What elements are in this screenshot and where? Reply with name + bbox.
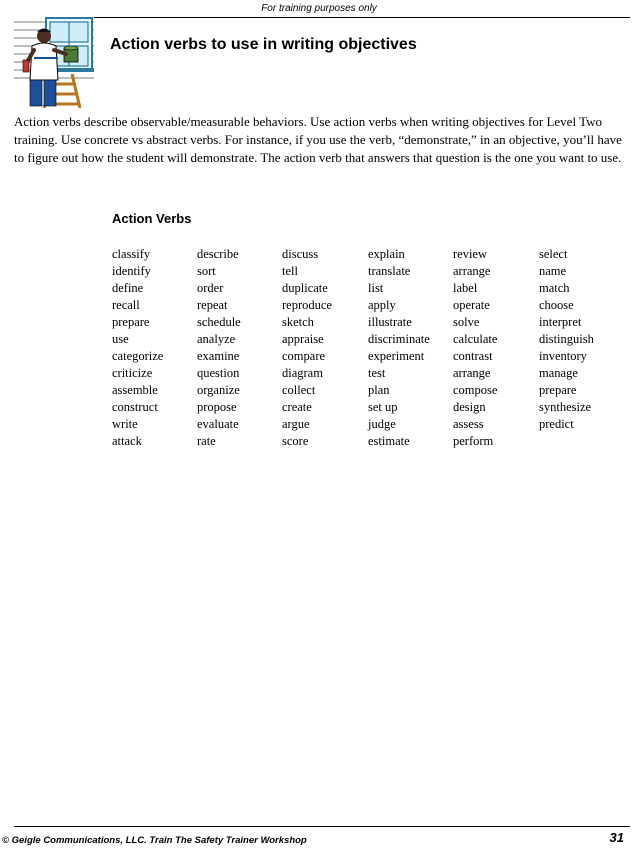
verb-item: compare bbox=[282, 349, 326, 363]
verb-item: interpret bbox=[539, 315, 582, 329]
verb-item: compose bbox=[453, 383, 498, 397]
verb-item: recall bbox=[112, 298, 140, 312]
verb-item: repeat bbox=[197, 298, 228, 312]
verb-item: argue bbox=[282, 417, 310, 431]
verb-item: arrange bbox=[453, 264, 491, 278]
verb-item: manage bbox=[539, 366, 578, 380]
page-title: Action verbs to use in writing objectives bbox=[110, 36, 417, 53]
verb-item: diagram bbox=[282, 366, 323, 380]
verb-item: judge bbox=[368, 417, 396, 431]
verb-item: discuss bbox=[282, 247, 319, 261]
verb-column-4 bbox=[368, 246, 453, 450]
verb-item: name bbox=[539, 264, 567, 278]
verb-item: inventory bbox=[539, 349, 587, 363]
verb-item: classify bbox=[112, 247, 151, 261]
verb-item: organize bbox=[197, 383, 240, 397]
verb-item: explain bbox=[368, 247, 405, 261]
verb-item: set up bbox=[368, 400, 398, 414]
verb-item: assemble bbox=[112, 383, 158, 397]
verb-item: distinguish bbox=[539, 332, 594, 346]
verb-item: plan bbox=[368, 383, 390, 397]
verb-item: evaluate bbox=[197, 417, 239, 431]
verb-item: estimate bbox=[368, 434, 410, 448]
verb-item: prepare bbox=[539, 383, 577, 397]
verb-column-6 bbox=[539, 246, 624, 450]
verb-item: choose bbox=[539, 298, 574, 312]
verb-item: duplicate bbox=[282, 281, 328, 295]
verb-item: examine bbox=[197, 349, 240, 363]
verb-item: attack bbox=[112, 434, 142, 448]
verb-item: translate bbox=[368, 264, 411, 278]
verb-item: synthesize bbox=[539, 400, 592, 414]
verb-column-2 bbox=[197, 246, 282, 450]
verb-item: order bbox=[197, 281, 224, 295]
verb-item: test bbox=[368, 366, 386, 380]
verb-item: create bbox=[282, 400, 312, 414]
verb-item: illustrate bbox=[368, 315, 412, 329]
header-rule bbox=[14, 17, 630, 18]
verb-item: propose bbox=[197, 400, 237, 414]
verb-item: score bbox=[282, 434, 309, 448]
verb-item: list bbox=[368, 281, 384, 295]
header-note: For training purposes only bbox=[261, 3, 377, 14]
verb-item: perform bbox=[453, 434, 494, 448]
verb-item: experiment bbox=[368, 349, 425, 363]
verb-item: arrange bbox=[453, 366, 491, 380]
verb-item: solve bbox=[453, 315, 480, 329]
verb-item: apply bbox=[368, 298, 396, 312]
verb-item: discriminate bbox=[368, 332, 430, 346]
painter-on-ladder-icon bbox=[14, 14, 94, 108]
verb-item: match bbox=[539, 281, 570, 295]
verb-item: predict bbox=[539, 417, 574, 431]
verb-item: analyze bbox=[197, 332, 236, 346]
verb-item: rate bbox=[197, 434, 216, 448]
verb-item: select bbox=[539, 247, 568, 261]
verb-item: write bbox=[112, 417, 138, 431]
verb-item: sketch bbox=[282, 315, 314, 329]
verb-item: define bbox=[112, 281, 144, 295]
verb-item: operate bbox=[453, 298, 490, 312]
verb-column-1 bbox=[112, 246, 197, 450]
verb-item: label bbox=[453, 281, 478, 295]
action-verbs-table bbox=[112, 246, 624, 450]
verb-item: sort bbox=[197, 264, 216, 278]
verb-item: question bbox=[197, 366, 240, 380]
verb-item: assess bbox=[453, 417, 484, 431]
verb-column-3 bbox=[282, 246, 368, 450]
footer-rule bbox=[14, 826, 630, 827]
verb-item: review bbox=[453, 247, 488, 261]
footer-copyright: © Geigle Communications, LLC. Train The Safety Trainer Workshop bbox=[2, 835, 307, 846]
verb-item: use bbox=[112, 332, 129, 346]
verb-item: calculate bbox=[453, 332, 498, 346]
verb-item: design bbox=[453, 400, 486, 414]
verb-item: identify bbox=[112, 264, 151, 278]
verb-item: categorize bbox=[112, 349, 164, 363]
verb-item: reproduce bbox=[282, 298, 332, 312]
verb-item: prepare bbox=[112, 315, 150, 329]
verb-column-5 bbox=[453, 246, 539, 450]
verb-item: describe bbox=[197, 247, 239, 261]
verb-item: collect bbox=[282, 383, 316, 397]
verb-item: criticize bbox=[112, 366, 153, 380]
verb-item: contrast bbox=[453, 349, 493, 363]
verb-item: tell bbox=[282, 264, 298, 278]
action-verbs-heading: Action Verbs bbox=[112, 211, 192, 226]
verb-item: appraise bbox=[282, 332, 324, 346]
page-number: 31 bbox=[609, 830, 624, 845]
verb-item: construct bbox=[112, 400, 158, 414]
verb-item: schedule bbox=[197, 315, 241, 329]
intro-paragraph: Action verbs describe observable/measurable behaviors. Use action verbs when writing objectives for Level Two training. Use concrete vs abstract verbs. For instance, if you use the verb, “demonstrate,” in an objective, you’ll have to figure out how the student will demonstrate. The action verb that answers that question is the one you want to use. bbox=[14, 114, 622, 165]
